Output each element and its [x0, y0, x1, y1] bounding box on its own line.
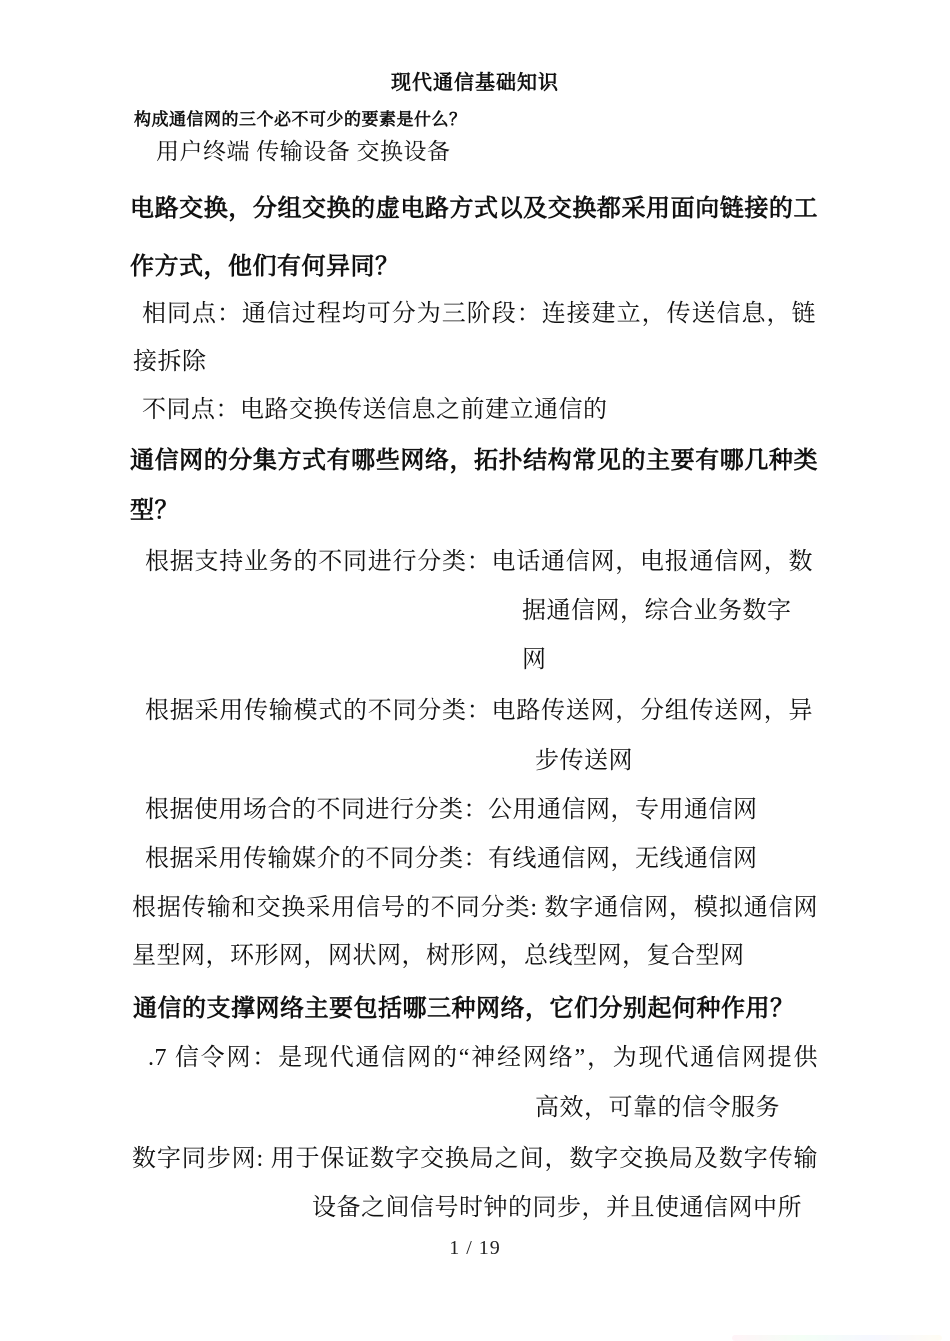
page-number: 1 / 19 — [449, 1237, 501, 1259]
answer-text: 相同点：通信过程均可分为三阶段：连接建立，传送信息，链 — [142, 301, 816, 327]
answer-text: 根据使用场合的不同进行分类：公用通信网，专用通信网 — [145, 797, 758, 823]
question-text: 作方式，他们有何异同？ — [130, 254, 400, 280]
answer-text: 步传送网 — [535, 748, 633, 774]
question-text: 电路交换，分组交换的虚电路方式以及交换都采用面向链接的工 — [130, 196, 818, 222]
answer-text: 根据支持业务的不同进行分类：电话通信网，电报通信网，数 — [145, 549, 813, 575]
answer-text: 用户终端 传输设备 交换设备 — [156, 139, 451, 164]
answer-text: 高效，可靠的信令服务 — [535, 1095, 780, 1121]
answer-text: 根据传输和交换采用信号的不同分类: 数字通信网，模拟通信网 — [132, 895, 818, 921]
answer-text: 不同点：电路交换传送信息之前建立通信的 — [142, 397, 608, 423]
answer-text: 接拆除 — [133, 349, 207, 375]
answer-text: 数字同步网: 用于保证数字交换局之间，数字交换局及数字传输 — [132, 1146, 818, 1172]
question-text: 型？ — [130, 498, 179, 524]
answer-text: 根据采用传输媒介的不同分类：有线通信网，无线通信网 — [145, 846, 758, 872]
answer-text: 设备之间信号时钟的同步，并且使通信网中所 — [312, 1195, 802, 1221]
answer-text: 网 — [522, 647, 547, 673]
answer-text: 星型网，环形网，网状网，树形网，总线型网，复合型网 — [132, 943, 745, 969]
answer-text: 根据采用传输模式的不同分类：电路传送网，分组传送网，异 — [145, 698, 813, 724]
question-text: 构成通信网的三个必不可少的要素是什么？ — [134, 110, 467, 129]
watermark — [732, 1335, 942, 1341]
answer-text: 据通信网，综合业务数字 — [522, 598, 792, 624]
question-text: 通信的支撑网络主要包括哪三种网络，它们分别起何种作用？ — [133, 996, 795, 1022]
answer-text: .7 信令网：是现代通信网的“神经网络”，为现代通信网提供 — [148, 1045, 818, 1071]
document-title: 现代通信基础知识 — [391, 72, 559, 94]
question-text: 通信网的分集方式有哪些网络，拓扑结构常见的主要有哪几种类 — [130, 448, 818, 474]
